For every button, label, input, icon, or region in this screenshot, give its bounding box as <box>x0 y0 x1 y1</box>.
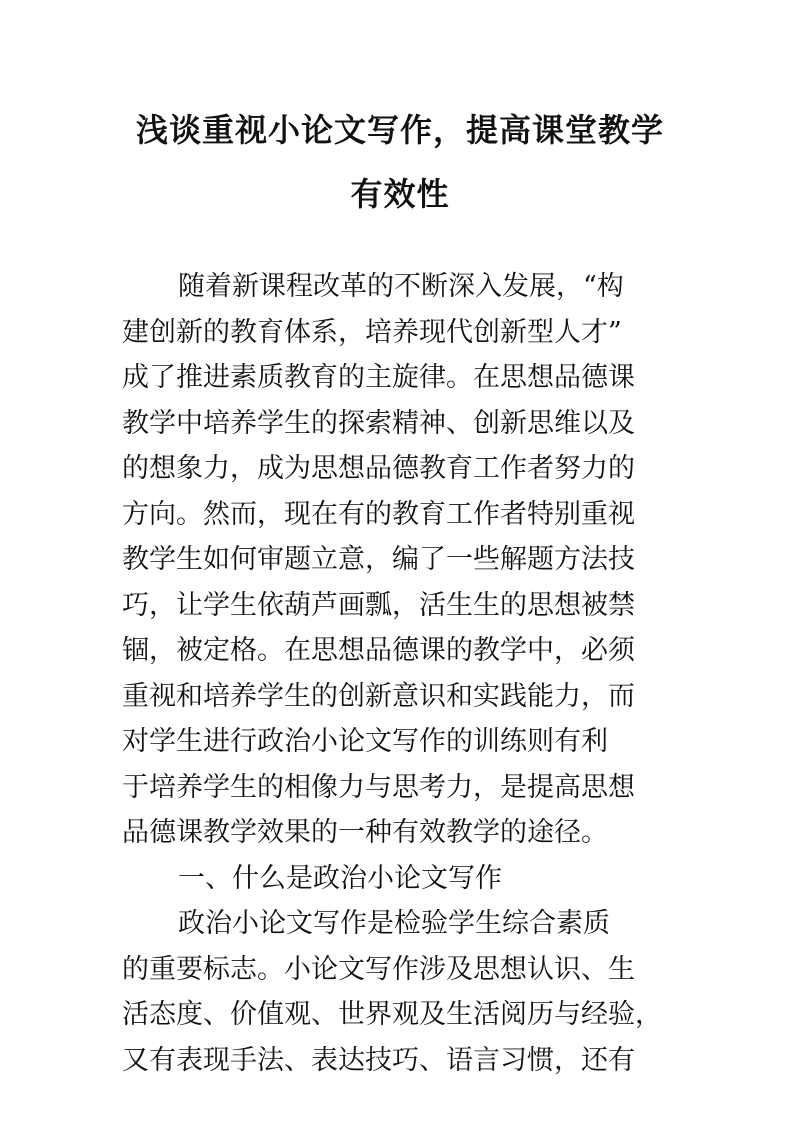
document-body <box>122 264 682 1083</box>
body-line: 品德课教学效果的一种有效教学的途径。 <box>122 817 608 848</box>
body-line: 锢，被定格。在思想品德课的教学中，必须 <box>122 635 635 666</box>
body-line: 重视和培养学生的创新意识和实践能力，而 <box>122 680 635 712</box>
body-line: 活态度、价值观、世界观及生活阅历与经验， <box>122 999 662 1030</box>
body-line: 教学中培养学生的探索精神、创新思维以及 <box>122 407 635 439</box>
body-line: 的想象力，成为思想品德教育工作者努力的 <box>122 453 635 484</box>
body-line: 的重要标志。小论文写作涉及思想认识、生 <box>122 953 635 985</box>
body-line: 建创新的教育体系，培养现代创新型人才” <box>122 316 622 348</box>
document-title-line-1: 浅谈重视小论文写作，提高课堂教学 <box>135 111 664 149</box>
body-line: 成了推进素质教育的主旋律。在思想品德课 <box>122 362 635 393</box>
body-line: 对学生进行政治小论文写作的训练则有利 <box>122 726 608 757</box>
document-title-line-2: 有效性 <box>350 175 450 213</box>
body-line: 政治小论文写作是检验学生综合素质 <box>178 908 610 939</box>
body-line: 巧，让学生依葫芦画瓢，活生生的思想被禁 <box>122 589 635 621</box>
body-line: 于培养学生的相像力与思考力，是提高思想 <box>122 771 635 803</box>
body-line: 又有表现手法、表达技巧、语言习惯，还有 <box>122 1044 635 1076</box>
body-line: 方向。然而，现在有的教育工作者特别重视 <box>122 498 635 530</box>
body-line: 教学生如何审题立意，编了一些解题方法技 <box>122 544 635 575</box>
section-heading: 一、什么是政治小论文写作 <box>178 862 502 894</box>
body-line: 随着新课程改革的不断深入发展，“构 <box>178 271 624 302</box>
